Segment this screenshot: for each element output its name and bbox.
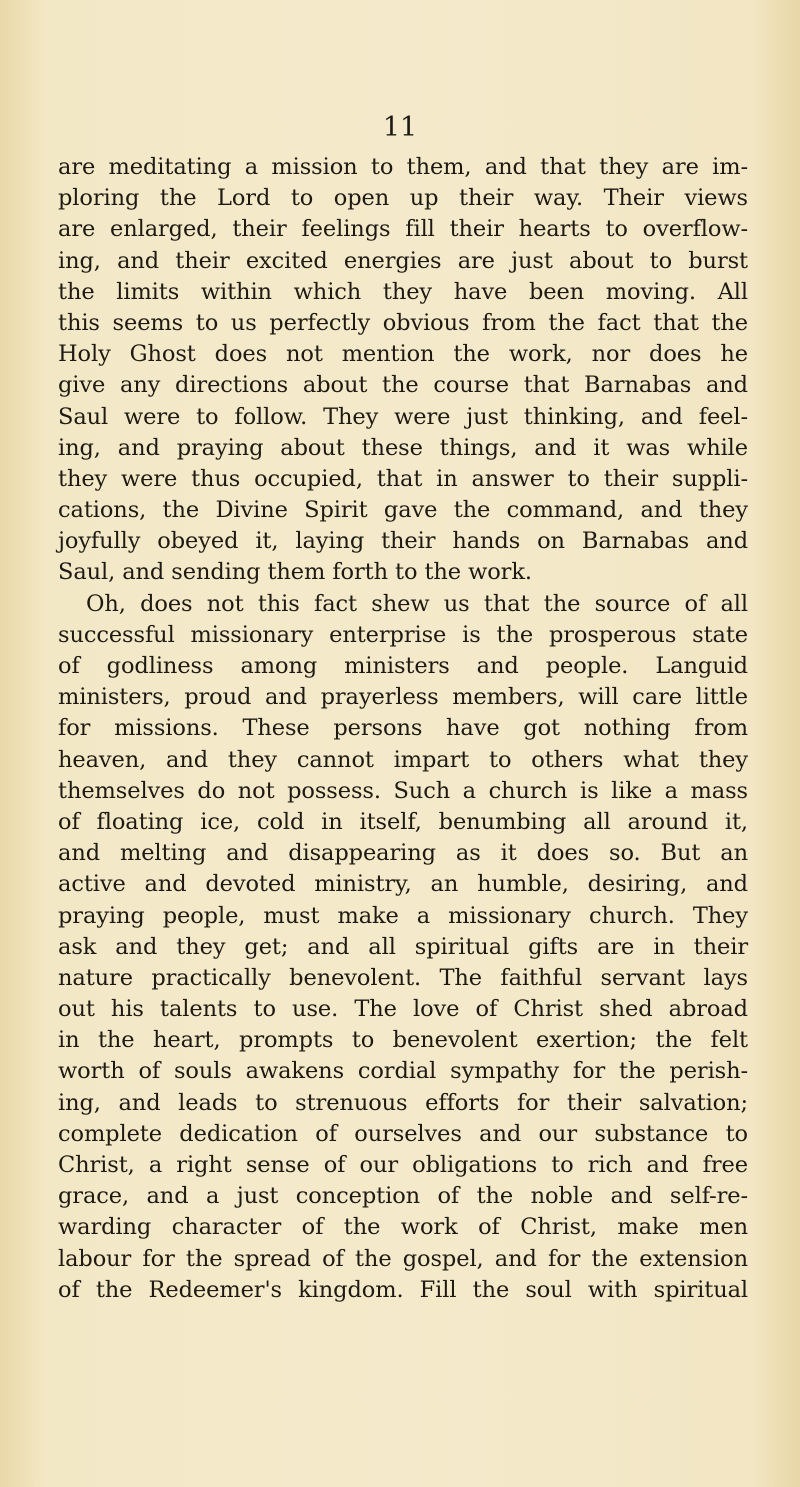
- text-line: ploring the Lord to open up their way. Their views: [58, 185, 748, 212]
- text-line: worth of souls awakens cordial sympathy for the perish-: [58, 1058, 748, 1085]
- text-line: Saul were to follow. They were just thinking, and feel-: [58, 403, 748, 430]
- body-text: [58, 152, 748, 1306]
- text-line: of the Redeemer's kingdom. Fill the soul with spiritual: [58, 1276, 748, 1303]
- text-line: ing, and leads to strenuous efforts for their salvation;: [58, 1089, 748, 1116]
- text-line: the limits within which they have been moving. All: [58, 278, 748, 305]
- text-line: active and devoted ministry, an humble, desiring, and: [58, 871, 748, 898]
- text-line: for missions. These persons have got nothing from: [58, 715, 748, 742]
- text-line: ing, and their excited energies are just about to burst: [58, 247, 748, 274]
- text-line: ministers, proud and prayerless members, will care little: [58, 684, 748, 711]
- text-line: cations, the Divine Spirit gave the command, and they: [58, 497, 748, 524]
- text-line: and melting and disappearing as it does so. But an: [58, 840, 748, 867]
- text-line: Christ, a right sense of our obligations to rich and free: [58, 1152, 748, 1178]
- text-line: heaven, and they cannot impart to others what they: [58, 746, 748, 773]
- text-line: of floating ice, cold in itself, benumbing all around it,: [58, 808, 748, 835]
- text-line: in the heart, prompts to benevolent exertion; the felt: [58, 1027, 748, 1054]
- text-line: ing, and praying about these things, and it was while: [58, 434, 748, 461]
- text-line: they were thus occupied, that in answer to their suppli-: [58, 465, 748, 492]
- text-line: joyfully obeyed it, laying their hands on Barnabas and: [58, 528, 748, 555]
- text-line: grace, and a just conception of the noble and self-re-: [58, 1183, 748, 1210]
- text-line: themselves do not possess. Such a church is like a mass: [58, 777, 748, 804]
- text-line: nature practically benevolent. The faithful servant lays: [58, 964, 748, 991]
- text-line: Saul, and sending them forth to the work.: [58, 559, 532, 586]
- text-line: give any directions about the course that Barnabas and: [58, 372, 748, 399]
- text-line: complete dedication of ourselves and our substance to: [58, 1120, 748, 1147]
- text-line: ask and they get; and all spiritual gifts are in their: [58, 933, 748, 960]
- text-line: Holy Ghost does not mention the work, nor does he: [58, 341, 748, 368]
- text-line: labour for the spread of the gospel, and for the extension: [58, 1245, 748, 1272]
- text-line: Oh, does not this fact shew us that the source of all: [86, 590, 748, 617]
- text-line: praying people, must make a missionary church. They: [58, 902, 748, 929]
- text-line: are meditating a mission to them, and that they are im-: [58, 154, 748, 180]
- text-line: out his talents to use. The love of Christ shed abroad: [58, 996, 748, 1023]
- text-line: of godliness among ministers and people. Languid: [58, 653, 748, 679]
- text-line: successful missionary enterprise is the prosperous state: [58, 621, 748, 648]
- text-line: this seems to us perfectly obvious from the fact that the: [58, 309, 748, 336]
- text-line: warding character of the work of Christ, make men: [58, 1214, 748, 1241]
- text-line: are enlarged, their feelings fill their hearts to overflow-: [58, 216, 748, 243]
- page-number: 11: [382, 112, 418, 143]
